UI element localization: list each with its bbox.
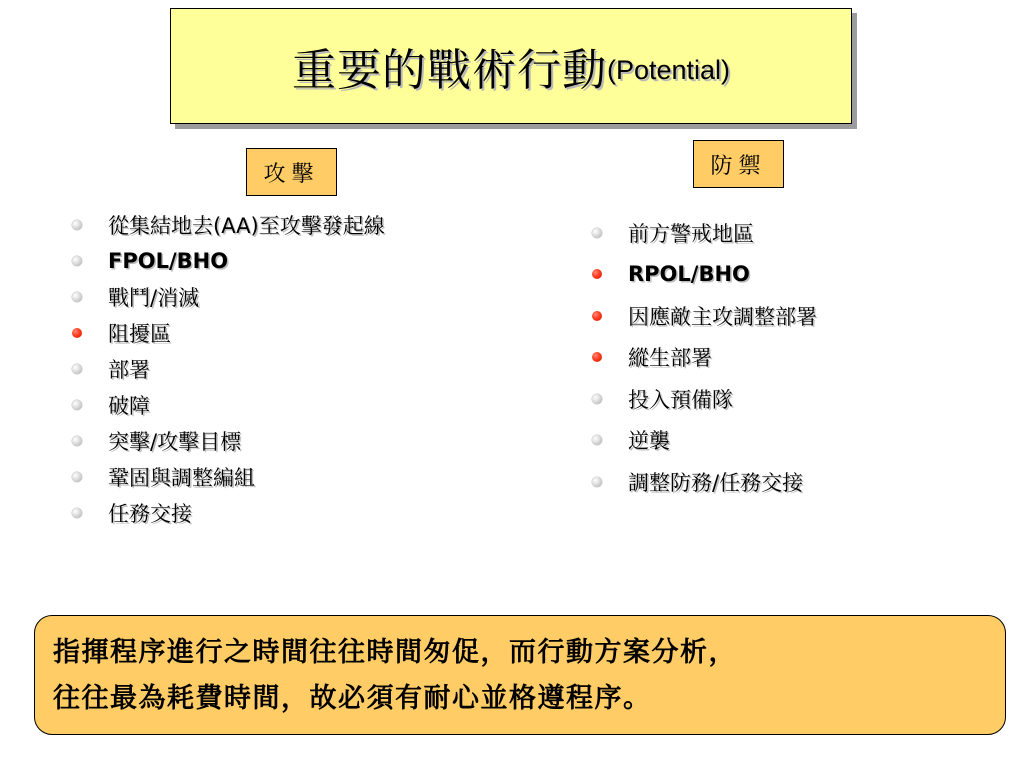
attack-list (72, 207, 385, 531)
attack-item-text: 任務交接 (108, 502, 192, 526)
defense-item (592, 254, 817, 296)
defense-item (592, 461, 817, 503)
attack-item-text: 部署 (108, 358, 150, 382)
defense-item-text: 調整防務/任務交接 (628, 470, 804, 495)
attack-item-text: FPOL/BHO (108, 249, 229, 273)
note-line: 指揮程序進行之時間往往時間匆促，而行動方案分析， (53, 637, 737, 668)
defense-item-text: 投入預備隊 (628, 387, 733, 412)
defense-item (592, 212, 817, 254)
defense-item (592, 378, 817, 420)
attack-label: 攻擊 (246, 148, 337, 196)
bullet-icon (72, 292, 82, 302)
note-box (34, 615, 1006, 735)
bullet-icon (592, 435, 602, 445)
bullet-icon (72, 508, 82, 518)
attack-item (72, 207, 385, 243)
bullet-icon (72, 436, 82, 446)
bullet-icon (72, 256, 82, 266)
bullet-icon (592, 394, 602, 404)
bullet-icon (72, 328, 82, 338)
bullet-icon (72, 400, 82, 410)
defense-item-text: RPOL/BHO (628, 262, 750, 287)
defense-item-text: 逆襲 (628, 429, 670, 454)
defense-item-text: 因應敵主攻調整部署 (628, 304, 817, 329)
title-box (170, 8, 852, 124)
bullet-icon (592, 352, 602, 362)
bullet-icon (592, 477, 602, 487)
attack-item (72, 387, 385, 423)
bullet-icon (72, 220, 82, 230)
page-title: 重要的戰術行動 (291, 45, 607, 96)
attack-item (72, 495, 385, 531)
attack-item (72, 351, 385, 387)
defense-item (592, 420, 817, 462)
bullet-icon (72, 364, 82, 374)
attack-item-text: 破障 (108, 394, 150, 418)
attack-item (72, 459, 385, 495)
bullet-icon (592, 311, 602, 321)
attack-item (72, 243, 385, 279)
defense-item-text: 前方警戒地區 (628, 221, 754, 246)
defense-item (592, 295, 817, 337)
bullet-icon (592, 269, 602, 279)
bullet-icon (72, 472, 82, 482)
attack-item-text: 戰鬥/消滅 (108, 286, 200, 310)
bullet-icon (592, 228, 602, 238)
attack-item-text: 從集結地去(AA)至攻擊發起線 (108, 214, 385, 238)
defense-item (592, 337, 817, 379)
defense-label: 防禦 (693, 140, 784, 188)
defense-list (592, 212, 817, 503)
attack-item-text: 鞏固與調整編組 (108, 466, 255, 490)
attack-item-text: 突擊/攻擊目標 (108, 430, 242, 454)
attack-item (72, 279, 385, 315)
page-title-suffix: (Potential) (606, 54, 731, 85)
attack-item (72, 315, 385, 351)
defense-item-text: 縱生部署 (628, 346, 712, 371)
note-line: 往往最為耗費時間，故必須有耐心並格遵程序。 (53, 683, 652, 714)
attack-item-text: 阻擾區 (108, 322, 171, 346)
attack-item (72, 423, 385, 459)
